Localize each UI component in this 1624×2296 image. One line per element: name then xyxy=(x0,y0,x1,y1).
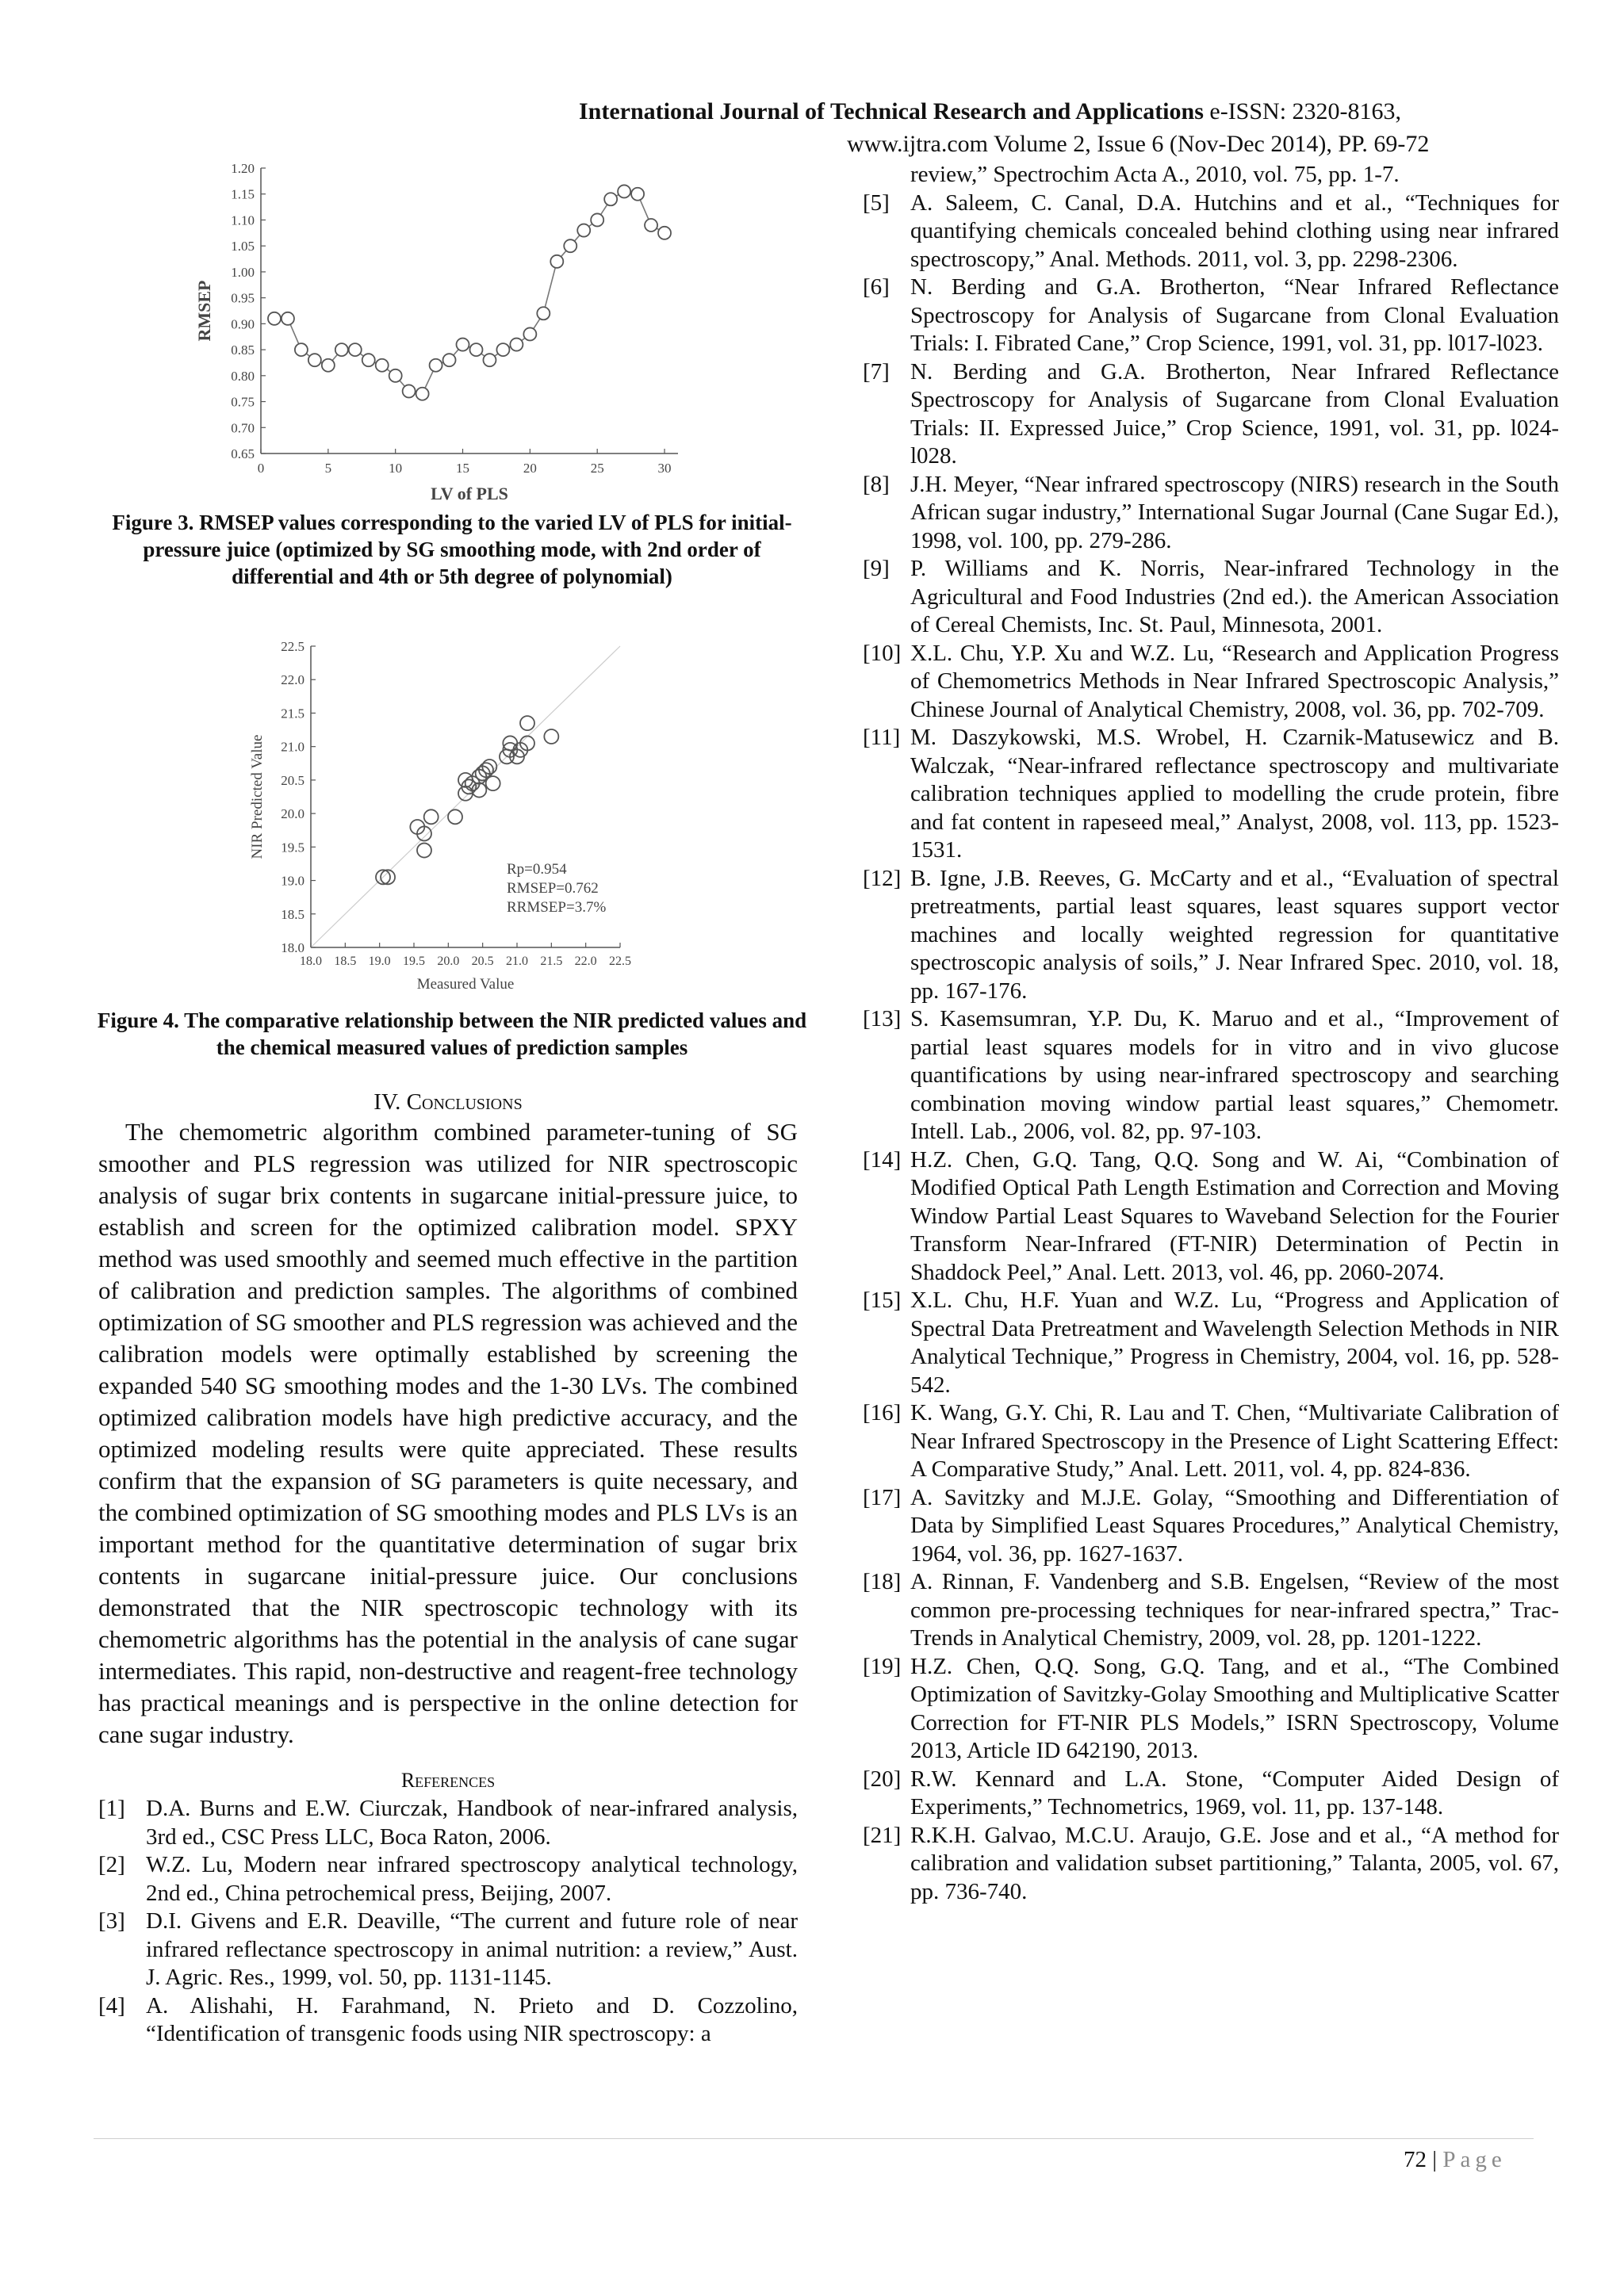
reference-number: [21] xyxy=(863,1822,902,1848)
reference-item xyxy=(863,1399,1559,1484)
x-tick-label: 20.0 xyxy=(437,955,460,968)
y-axis-label: NIR Predicted Value xyxy=(249,734,266,859)
data-point xyxy=(389,369,402,382)
data-point xyxy=(403,385,416,397)
reference-item xyxy=(863,1653,1559,1766)
reference-item xyxy=(863,189,1559,274)
x-tick-label: 21.0 xyxy=(506,955,528,968)
reference-text: A. Saleem, C. Canal, D.A. Hutchins and et al., “Techniques for quantifying chemicals concealed behind clothing using near infrared spectroscopy,” Anal. Methods. 2011, vol. 3, pp. 2298-2306. xyxy=(910,189,1559,272)
reference-number: [18] xyxy=(863,1569,902,1594)
y-tick-label: 20.5 xyxy=(281,772,304,788)
reference-number: [4] xyxy=(98,1992,125,2019)
fig4-caption: Figure 4. The comparative relationship between the NIR predicted values and the chemical measured values of prediction samples xyxy=(97,1008,807,1059)
reference-number: [7] xyxy=(863,358,890,385)
reference-item xyxy=(863,724,1559,865)
y-tick-label: 18.0 xyxy=(281,940,304,955)
x-tick-label: 18.5 xyxy=(334,955,357,968)
data-point xyxy=(295,343,308,356)
journal-issue-line: www.ijtra.com Volume 2, Issue 6 (Nov-Dec 2014), PP. 69-72 xyxy=(847,131,1430,157)
y-tick-label: 1.20 xyxy=(231,161,255,176)
reference-number: [9] xyxy=(863,556,890,581)
data-point xyxy=(483,354,496,366)
reference-text: D.I. Givens and E.R. Deaville, “The current and future role of near infrared reflectance spectroscopy in animal nutrition: a review,” Aust. J. Agric. Res., 1999, vol. 50, pp. 1131-1145. xyxy=(146,1908,798,1990)
reference-item xyxy=(863,1568,1559,1653)
reference-item xyxy=(863,1766,1559,1822)
y-tick-label: 21.5 xyxy=(281,706,304,721)
section-title: Conclusions xyxy=(406,1089,523,1115)
reference-text: B. Igne, J.B. Reeves, G. McCarty and et al., “Evaluation of spectral pretreatments, partial least squares, least squares support vector machines and locally weighted regression for quantitative spectroscopic analysis of soils,” J. Near Infrared Spec. 2010, vol. 18, pp. 167-176. xyxy=(910,865,1559,1004)
reference-item xyxy=(863,1005,1559,1146)
references-list-left xyxy=(98,1795,798,2049)
y-tick-label: 0.95 xyxy=(231,290,255,306)
reference-text: N. Berding and G.A. Brotherton, Near Infrared Reflectance Spectroscopy for Analysis of Sugarcane from Clonal Evaluation Trials: II. Expressed Juice,” Crop Science, 1991, vol. 31, pp. l024-l028. xyxy=(910,358,1559,469)
data-point xyxy=(577,224,590,237)
references-list-right xyxy=(863,189,1559,1907)
reference-item xyxy=(863,640,1559,725)
data-point xyxy=(322,359,335,372)
reference-item xyxy=(98,1795,798,1851)
reference-text: M. Daszykowski, M.S. Wrobel, H. Czarnik-Matusewicz and B. Walczak, “Near-infrared reflectance spectroscopy and multivariate calibration techniques applied to modelling the crude protein, fibre and fat content in rapeseed meal,” Analyst, 2008, vol. 113, pp. 1523-1531. xyxy=(910,725,1559,863)
x-axis-label: Measured Value xyxy=(416,976,515,993)
data-point xyxy=(520,716,534,730)
reference-number: [11] xyxy=(863,725,901,750)
reference-number: [12] xyxy=(863,865,902,891)
data-point xyxy=(448,809,462,824)
x-tick-label: 19.0 xyxy=(368,955,391,968)
reference-item xyxy=(863,1484,1559,1569)
data-point xyxy=(523,327,536,340)
x-tick-label: 20.5 xyxy=(471,955,494,968)
reference-text: X.L. Chu, Y.P. Xu and W.Z. Lu, “Research and Application Progress of Chemometrics Methods in Near Infrared Spectroscopic Analysis,” Chinese Journal of Analytical Chemistry, 2008, vol. 36, pp. 702-709. xyxy=(910,640,1559,722)
x-tick-label: 25 xyxy=(590,461,604,476)
x-tick-label: 30 xyxy=(657,461,672,476)
y-tick-label: 0.90 xyxy=(231,316,255,332)
reference-text: R.K.H. Galvao, M.C.U. Araujo, G.E. Jose and et al., “A method for calibration and validation subset partitioning,” Talanta, 2005, vol. 67, pp. 736-740. xyxy=(910,1822,1559,1904)
reference-text: R.W. Kennard and L.A. Stone, “Computer Aided Design of Experiments,” Technometrics, 1969, vol. 11, pp. 137-148. xyxy=(910,1766,1559,1820)
reference-number: [17] xyxy=(863,1484,902,1510)
x-tick-label: 5 xyxy=(324,461,332,476)
x-tick-label: 21.5 xyxy=(540,955,563,968)
references-heading: References xyxy=(400,1769,496,1792)
data-point xyxy=(604,193,617,205)
reference-text: A. Savitzky and M.J.E. Golay, “Smoothing and Differentiation of Data by Simplified Least Squares Procedures,” Analytical Chemistry, 1964, vol. 36, pp. 1627-1637. xyxy=(910,1484,1559,1567)
reference-text: A. Alishahi, H. Farahmand, N. Prieto and D. Cozzolino, “Identification of transgenic foods using NIR spectroscopy: a xyxy=(146,1992,798,2046)
data-point xyxy=(544,729,558,744)
reference-number: [2] xyxy=(98,1852,125,1877)
reference-4-continued xyxy=(863,161,1559,189)
reference-number: [5] xyxy=(863,189,890,216)
reference-text: S. Kasemsumran, Y.P. Du, K. Maruo and et al., “Improvement of partial least squares models for in vitro and in vivo glucose quantifications by using near-infrared spectroscopy and searching combination moving window partial least squares,” Chemometr. Intell. Lab., 2006, vol. 82, pp. 97-103. xyxy=(910,1006,1559,1144)
y-tick-label: 0.85 xyxy=(231,342,255,358)
data-point xyxy=(496,343,509,356)
left-column xyxy=(98,1088,798,2049)
data-point xyxy=(430,359,442,372)
reference-item xyxy=(863,865,1559,1006)
reference-number: [8] xyxy=(863,471,890,497)
reference-text: H.Z. Chen, Q.Q. Song, G.Q. Tang, and et al., “The Combined Optimization of Savitzky-Golay Smoothing and Multiplicative Scatter Correction for FT-NIR PLS Models,” ISRN Spectroscopy, Volume 2013, Article ID 642190, 2013. xyxy=(910,1653,1559,1763)
x-tick-label: 22.0 xyxy=(574,955,597,968)
y-tick-label: 1.15 xyxy=(231,186,255,202)
stats-annotation: RRMSEP=3.7% xyxy=(507,899,607,916)
data-point xyxy=(550,255,563,268)
fig4-chart xyxy=(238,630,650,1011)
data-point xyxy=(349,343,362,356)
data-point xyxy=(335,343,348,356)
reference-number: [14] xyxy=(863,1146,902,1173)
reference-text: H.Z. Chen, G.Q. Tang, Q.Q. Song and W. Ai, “Combination of Modified Optical Path Length Estimation and Correction and Moving Window Partial Least Squares to Waveband Selection for the Fourier Transform Near-Infrared (FT-NIR) Determination of Pectin in Shaddock Peel,” Anal. Lett. 2013, vol. 46, pp. 2060-2074. xyxy=(910,1146,1559,1285)
fig3-caption: Figure 3. RMSEP values corresponding to the varied LV of PLS for initial-pressure juice (optimized by SG smoothing mode, with 2nd order of differential and 4th or 5th degree of polynomial) xyxy=(112,511,792,588)
reference-number: [20] xyxy=(863,1766,902,1792)
journal-header xyxy=(579,97,1530,127)
reference-number: [13] xyxy=(863,1006,902,1031)
y-tick-label: 1.05 xyxy=(231,239,255,254)
data-point xyxy=(510,339,523,351)
data-point xyxy=(618,185,630,197)
data-point xyxy=(486,776,500,790)
reference-text: W.Z. Lu, Modern near infrared spectroscopy analytical technology, 2nd ed., China petrochemical press, Beijing, 2007. xyxy=(146,1852,798,1906)
y-tick-label: 22.5 xyxy=(281,639,304,654)
reference-number: [10] xyxy=(863,640,902,666)
journal-issn: e-ISSN: 2320-8163, xyxy=(1209,98,1402,124)
reference-number: [6] xyxy=(863,274,890,300)
y-tick-label: 1.00 xyxy=(231,264,255,280)
data-point xyxy=(564,239,576,252)
data-point xyxy=(424,809,439,824)
y-tick-label: 22.0 xyxy=(281,672,304,688)
data-point xyxy=(645,219,657,232)
x-tick-label: 19.5 xyxy=(403,955,425,968)
x-tick-label: 22.5 xyxy=(609,955,631,968)
reference-number: [16] xyxy=(863,1400,902,1425)
page-separator: | xyxy=(1432,2147,1438,2172)
data-point xyxy=(268,312,281,325)
reference-text: A. Rinnan, F. Vandenberg and S.B. Engelsen, “Review of the most common pre-processing techniques for near-infrared spectra,” Trac-Trends in Analytical Chemistry, 2009, vol. 28, pp. 1201-1222. xyxy=(910,1569,1559,1651)
conclusions-paragraph: The chemometric algorithm combined parameter-tuning of SG smoother and PLS regression was utilized for NIR spectroscopic analysis of sugar brix contents in sugarcane initial-pressure juice, to establish and screen for the optimized calibration model. SPXY method was used smoothly and seemed much effective in the partition of calibration and prediction samples. The algorithms of combined optimization of SG smoother and PLS regression was achieved and the calibration models were optimally established by screening the expanded 540 SG smoothing modes and the 1-30 LVs. The combined optimized calibration models have high predictive accuracy, and the optimized modeling results were quite appreciated. These results confirm that the expansion of SG parameters is quite necessary, and the combined optimization of SG smoothing modes and PLS LVs is an important method for the quantitative determination of sugar brix contents in sugarcane initial-pressure juice. Our conclusions demonstrated that the NIR spectroscopic technology with its chemometric algorithms has the potential in the analysis of cane sugar intermediates. This rapid, non-destructive and reagent-free technology has practical meanings and is perspective in the online detection for cane sugar industry. xyxy=(98,1118,798,1748)
fig3-chart xyxy=(178,159,702,515)
data-point xyxy=(537,307,550,320)
data-point xyxy=(457,339,469,351)
reference-text: review,” Spectrochim Acta A., 2010, vol. 75, pp. 1-7. xyxy=(910,162,1400,187)
y-tick-label: 1.10 xyxy=(231,212,255,228)
page-footer xyxy=(1404,2145,1507,2174)
reference-text: P. Williams and K. Norris, Near-infrared Technology in the Agricultural and Food Industries (2nd ed.). the American Association of Cereal Chemists, Inc. St. Paul, Minnesota, 2001. xyxy=(910,556,1559,637)
right-column xyxy=(863,161,1559,1906)
reference-number: [15] xyxy=(863,1288,902,1313)
y-axis-label: RMSEP xyxy=(194,280,214,342)
data-point xyxy=(631,188,644,201)
reference-number: [3] xyxy=(98,1908,125,1934)
page-number: 72 xyxy=(1404,2147,1427,2172)
reference-text: J.H. Meyer, “Near infrared spectroscopy (NIRS) research in the South African sugar industry,” International Sugar Journal (Cane Sugar Ed.), 1998, vol. 100, pp. 279-286. xyxy=(910,471,1559,553)
reference-item xyxy=(863,555,1559,640)
reference-number: [1] xyxy=(98,1796,125,1821)
y-tick-label: 18.5 xyxy=(281,906,304,922)
data-point xyxy=(417,844,431,858)
x-tick-label: 10 xyxy=(389,461,403,476)
y-tick-label: 0.75 xyxy=(231,394,255,410)
section-number: IV. xyxy=(373,1089,401,1115)
y-tick-label: 0.80 xyxy=(231,368,255,384)
x-tick-label: 15 xyxy=(456,461,470,476)
data-point xyxy=(376,359,389,372)
stats-annotation: RMSEP=0.762 xyxy=(507,880,599,897)
x-axis-label: LV of PLS xyxy=(431,484,508,503)
journal-title: International Journal of Technical Research and Applications xyxy=(579,98,1204,124)
stats-annotation: Rp=0.954 xyxy=(507,861,567,878)
reference-item xyxy=(98,1908,798,1992)
reference-item xyxy=(863,358,1559,471)
reference-item xyxy=(863,1146,1559,1288)
reference-item xyxy=(863,471,1559,556)
reference-item xyxy=(98,1992,798,2049)
y-tick-label: 19.5 xyxy=(281,840,304,855)
reference-text: X.L. Chu, H.F. Yuan and W.Z. Lu, “Progress and Application of Spectral Data Pretreatment and Wavelength Selection Methods in NIR Analytical Technique,” Progress in Chemistry, 2004, vol. 16, pp. 528-542. xyxy=(910,1288,1559,1398)
reference-number: [19] xyxy=(863,1653,902,1679)
reference-item xyxy=(863,1287,1559,1399)
data-point xyxy=(308,354,321,366)
reference-item xyxy=(863,274,1559,358)
x-tick-label: 20 xyxy=(523,461,537,476)
y-tick-label: 0.65 xyxy=(231,446,255,461)
data-point xyxy=(282,312,294,325)
y-tick-label: 19.0 xyxy=(281,873,304,889)
y-tick-label: 0.70 xyxy=(231,420,255,436)
y-tick-label: 21.0 xyxy=(281,739,304,755)
data-point xyxy=(469,343,482,356)
reference-item xyxy=(863,1822,1559,1907)
footer-divider xyxy=(94,2138,1534,2139)
reference-text: D.A. Burns and E.W. Ciurczak, Handbook of near-infrared analysis, 3rd ed., CSC Press LLC, Boca Raton, 2006. xyxy=(146,1796,798,1850)
reference-text: N. Berding and G.A. Brotherton, “Near Infrared Reflectance Spectroscopy for Analysis of Sugarcane from Clonal Evaluation Trials: I. Fibrated Cane,” Crop Science, 1991, vol. 31, pp. l017-l023. xyxy=(910,274,1559,356)
reference-text: K. Wang, G.Y. Chi, R. Lau and T. Chen, “Multivariate Calibration of Near Infrared Spectroscopy in the Presence of Light Scattering Effect: A Comparative Study,” Anal. Lett. 2011, vol. 4, pp. 824-836. xyxy=(910,1400,1559,1482)
data-point xyxy=(658,227,671,239)
x-tick-label: 18.0 xyxy=(300,955,322,968)
reference-item xyxy=(98,1851,798,1908)
conclusions-heading xyxy=(98,1088,798,1116)
data-point xyxy=(591,213,603,226)
y-tick-label: 20.0 xyxy=(281,806,304,822)
data-point xyxy=(443,354,456,366)
data-point xyxy=(416,388,429,400)
data-point xyxy=(362,354,375,366)
x-tick-label: 0 xyxy=(257,461,265,476)
page-label: Page xyxy=(1442,2147,1507,2172)
